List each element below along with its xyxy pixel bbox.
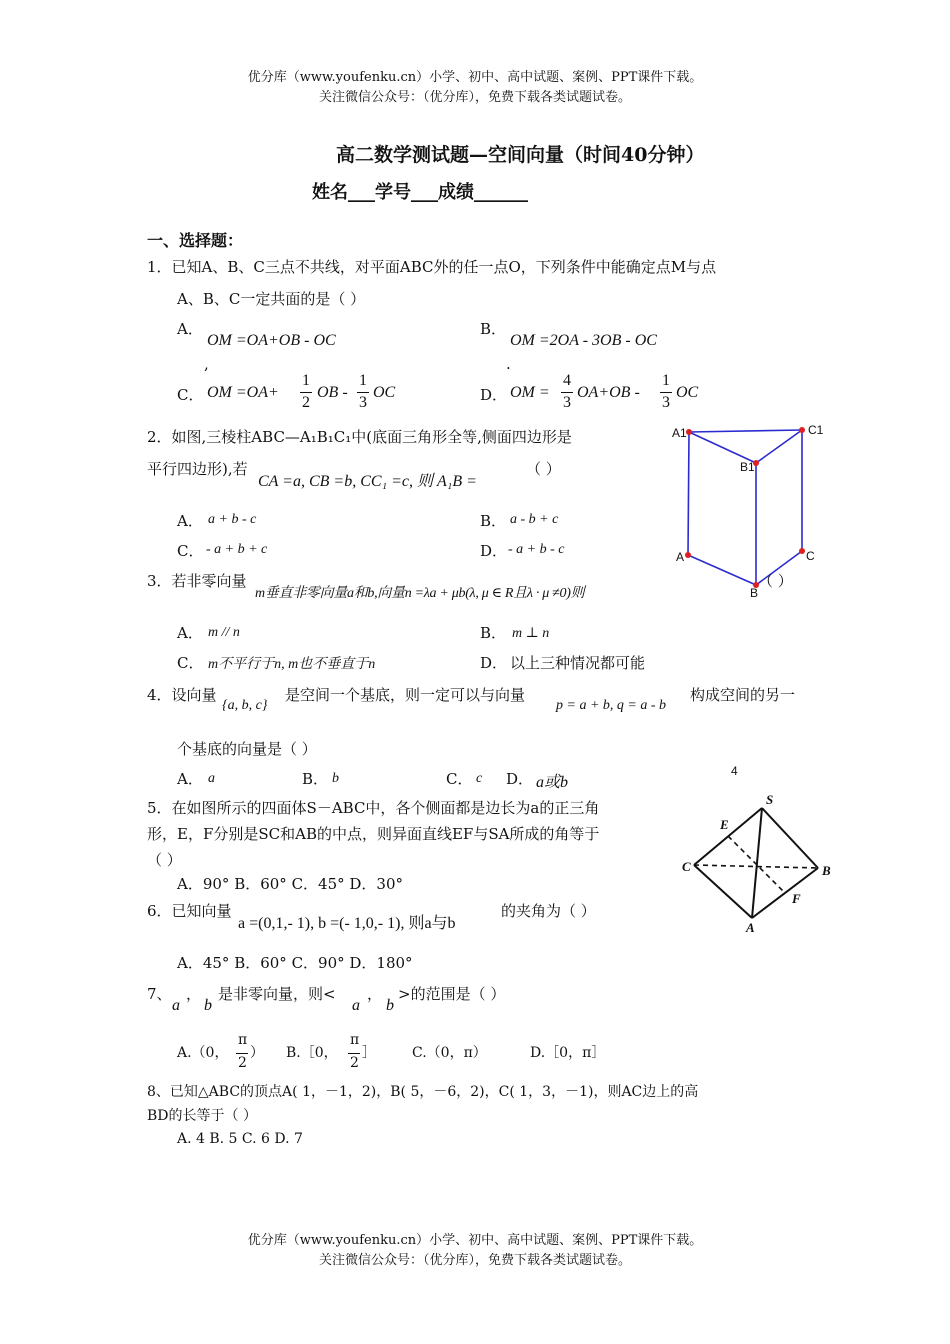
q4-stem-a: 4．设向量 xyxy=(147,686,217,704)
edge-a1-a xyxy=(688,432,689,555)
q1-option-d-frac1-num: 4 xyxy=(563,372,571,389)
prism-figure xyxy=(670,420,840,605)
q8-stem-line2: BD的长等于（ ） xyxy=(147,1108,257,1124)
vertex-a xyxy=(685,552,691,558)
q4-stem-c: 构成空间的另一 xyxy=(690,686,796,704)
q7-b2: b xyxy=(386,997,394,1014)
stray-mark: 4 xyxy=(731,764,738,778)
edge-s-b xyxy=(762,808,818,868)
label-b: B xyxy=(750,586,759,600)
q7-a2: a xyxy=(352,997,360,1014)
q7-stem-b: 是非零向量，则< xyxy=(218,985,336,1003)
q1-option-d-frac1-den: 3 xyxy=(563,394,571,411)
q5-stem-line3: （ ） xyxy=(147,851,182,869)
label-a: A xyxy=(746,920,755,935)
q1-option-c-expr-3: OC xyxy=(373,384,396,401)
edge-s-a xyxy=(752,808,762,918)
q6-vector-expr: a =(0,1,- 1), b =(- 1,0,- 1), 则a与b xyxy=(238,915,456,932)
q1-option-a-expr: OM =OA+OB - OC xyxy=(207,332,336,349)
q2-option-d-expr: - a + b - c xyxy=(508,542,565,557)
q8-options: A. 4 B. 5 C. 6 D. 7 xyxy=(177,1131,303,1147)
q2-stem-line2: 平行四边形),若 xyxy=(147,460,248,478)
q2-option-b-label: B． xyxy=(480,512,507,530)
q1-option-c-frac1-num: 1 xyxy=(302,372,310,389)
q1-option-a-dot: , xyxy=(204,355,209,373)
header-line-2: 关注微信公众号：（优分库），免费下载各类试题试卷。 xyxy=(318,90,631,105)
edge-a-b xyxy=(688,555,756,585)
q6-stem-b: 的夹角为（ ） xyxy=(501,902,596,920)
q4-basis-expr: {a, b, c} xyxy=(222,698,268,713)
q7-b-frac-bar xyxy=(348,1053,360,1054)
label-c: C xyxy=(682,859,691,874)
edge-a-b xyxy=(752,868,818,918)
edge-a1-c1 xyxy=(689,430,802,432)
label-e: E xyxy=(720,817,729,832)
tetrahedron-figure xyxy=(680,790,840,935)
q2-option-d-label: D． xyxy=(480,542,508,560)
page-title: 高二数学测试题—空间向量（时间40分钟） xyxy=(336,144,705,166)
q8-stem-line1: 8、已知△ABC的顶点A( 1，－1，2)，B( 5，－6，2)，C( 1，3，－1)，则AC边上的高 xyxy=(147,1084,699,1100)
q3-stem-expr: m垂直非零向量a和b,向量n =λa + μb(λ, μ ∈ R且λ · μ ≠0)则 xyxy=(255,586,585,601)
q3-option-b-label: B． xyxy=(480,624,507,642)
q4-option-a-expr: a xyxy=(208,771,215,786)
q7-b-two: 2 xyxy=(350,1055,359,1071)
q1-c-frac1-bar xyxy=(300,392,312,393)
q3-option-b-expr: m ⊥ n xyxy=(512,626,550,641)
q7-b1: b xyxy=(204,997,212,1014)
q1-option-d-label: D． xyxy=(480,386,508,404)
q1-option-d-frac2-num: 1 xyxy=(662,372,670,389)
q7-a-pi: π xyxy=(238,1032,248,1048)
q4-option-c-label: C． xyxy=(446,770,473,788)
q6-options: A．45° B．60° C．90° D．180° xyxy=(177,954,413,972)
q1-option-b-expr: OM =2OA - 3OB - OC xyxy=(510,332,657,349)
q1-option-d-expr-1: OM = xyxy=(510,384,550,401)
footer-line-2: 关注微信公众号：（优分库），免费下载各类试题试卷。 xyxy=(318,1253,631,1268)
q2-option-a-expr: a + b - c xyxy=(208,512,257,527)
label-f: F xyxy=(792,891,801,906)
q7-a1: a xyxy=(172,997,180,1014)
label-b1: B1 xyxy=(740,460,755,474)
q7-a-two: 2 xyxy=(238,1055,247,1071)
q4-option-d-expr: a或b xyxy=(536,774,569,791)
q3-option-c-label: C． xyxy=(177,654,204,672)
q2-option-c-expr: - a + b + c xyxy=(206,542,268,557)
q7-option-a-close: ） xyxy=(250,1045,264,1061)
vertex-a1 xyxy=(686,429,692,435)
footer-line-1: 优分库（www.youfenku.cn）小学、初中、高中试题、案例、PPT课件下载。 xyxy=(247,1233,703,1248)
vertex-c1 xyxy=(799,427,805,433)
q1-option-b-dot: . xyxy=(506,355,511,373)
q6-stem-a: 6．已知向量 xyxy=(147,902,232,920)
q1-option-d-expr-3: OC xyxy=(676,384,699,401)
q2-option-a-label: A． xyxy=(177,512,203,530)
q4-option-c-expr: c xyxy=(476,771,483,786)
q3-option-c-expr: m不平行于n, m也不垂直于n xyxy=(208,657,376,672)
student-info-line: 姓名___学号___成绩______ xyxy=(312,182,528,203)
q4-stem-line2: 个基底的向量是（ ） xyxy=(177,740,317,758)
label-s: S xyxy=(766,792,774,807)
q1-option-c-expr-1: OM =OA+ xyxy=(207,384,279,401)
q3-option-a-expr: m // n xyxy=(208,625,240,640)
q3-stem-label: 3．若非零向量 xyxy=(147,572,247,590)
q3-option-a-label: A． xyxy=(177,624,203,642)
q7-option-b-close: ］ xyxy=(362,1045,376,1061)
q1-d-frac2-bar xyxy=(660,392,672,393)
edge-a1-b1 xyxy=(689,432,756,463)
q1-option-c-label: C． xyxy=(177,386,204,404)
vertex-c xyxy=(799,548,805,554)
q4-option-b-label: B． xyxy=(302,770,329,788)
label-a1: A1 xyxy=(672,426,687,440)
q5-stem-line2: 形，E，F分别是SC和AB的中点，则异面直线EF与SA所成的角等于 xyxy=(147,825,600,843)
q4-option-d-label: D． xyxy=(506,770,534,788)
edge-b1-c1 xyxy=(756,430,802,463)
q1-stem-line1: 1．已知A、B、C三点不共线，对平面ABC外的任一点O，下列条件中能确定点M与点 xyxy=(147,258,717,276)
q2-condition-expr: CA =a, CB =b, CC₁ =c, 则 A₁B = xyxy=(258,473,477,490)
q7-option-b-label: B.［0， xyxy=(286,1045,338,1061)
q2-option-c-label: C． xyxy=(177,542,204,560)
q4-pq-expr: p = a + b, q = a - b xyxy=(556,698,667,713)
q3-answer-paren: （ ） xyxy=(758,572,793,590)
q3-option-d-text: 以上三种情况都可能 xyxy=(510,654,646,672)
edge-c-a xyxy=(694,865,752,918)
q1-option-d-frac2-den: 3 xyxy=(662,394,670,411)
label-c: C xyxy=(806,549,815,563)
q1-option-d-expr-2: OA+OB - xyxy=(577,384,640,401)
q5-options: A．90° B．60° C．45° D．30° xyxy=(177,875,404,893)
q1-stem-line2: A、B、C一定共面的是（ ） xyxy=(177,290,366,308)
label-b: B xyxy=(822,863,831,878)
q1-option-c-frac2-num: 1 xyxy=(359,372,367,389)
header-line-1: 优分库（www.youfenku.cn）小学、初中、高中试题、案例、PPT课件下载。 xyxy=(247,70,703,85)
q1-option-b-label: B． xyxy=(480,320,507,338)
q1-c-frac2-bar xyxy=(357,392,369,393)
q1-option-c-frac1-den: 2 xyxy=(302,394,310,411)
q7-option-c: C.（0，π） xyxy=(412,1045,487,1061)
q7-comma2: ， xyxy=(367,985,383,1003)
label-a: A xyxy=(676,550,685,564)
q1-d-frac1-bar xyxy=(561,392,573,393)
q4-stem-b: 是空间一个基底，则一定可以与向量 xyxy=(285,686,526,704)
q1-option-c-frac2-den: 3 xyxy=(359,394,367,411)
q1-option-c-expr-2: OB - xyxy=(317,384,348,401)
segment-e-f xyxy=(728,836,785,893)
q4-option-a-label: A． xyxy=(177,770,203,788)
q7-option-d: D.［0，π］ xyxy=(530,1045,606,1061)
q3-option-d-label: D． xyxy=(480,654,508,672)
section-heading: 一、选择题： xyxy=(147,231,244,250)
q7-a-frac-bar xyxy=(236,1053,248,1054)
q2-option-b-expr: a - b + c xyxy=(510,512,559,527)
q2-answer-paren: （ ） xyxy=(526,460,561,478)
q7-b-pi: π xyxy=(350,1032,360,1048)
q7-stem-c: >的范围是（ ） xyxy=(398,985,506,1003)
q1-option-a-label: A． xyxy=(177,320,203,338)
q5-stem-line1: 5．在如图所示的四面体S－ABC中，各个侧面都是边长为a的正三角 xyxy=(147,799,600,817)
q2-stem-line1: 2．如图,三棱柱ABC—A₁B₁C₁中(底面三角形全等,侧面四边形是 xyxy=(147,428,572,446)
q7-stem-a: 7、 xyxy=(147,985,172,1003)
q7-comma1: ， xyxy=(186,985,202,1003)
q4-option-b-expr: b xyxy=(332,771,339,786)
label-c1: C1 xyxy=(808,423,824,437)
q7-option-a-label: A.（0， xyxy=(177,1045,229,1061)
